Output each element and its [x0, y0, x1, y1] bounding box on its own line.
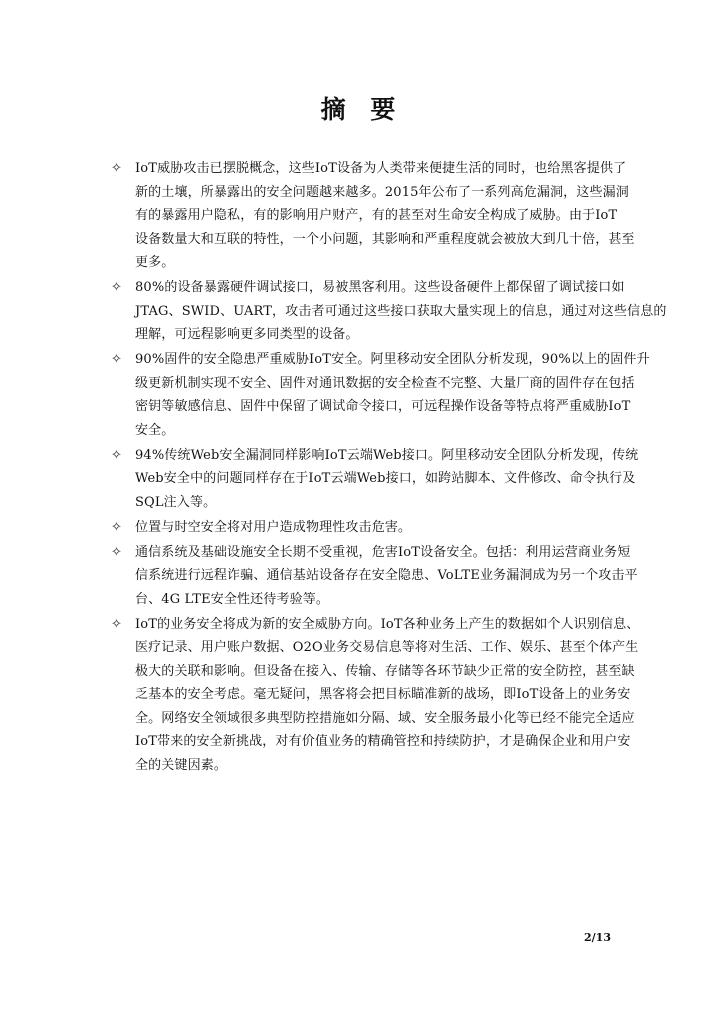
- bullet-text-line: 乏基本的安全考虑。毫无疑问，黑客将会把目标瞄准新的战场，即IoT设备上的业务安: [135, 687, 631, 702]
- bullet-item: [111, 541, 638, 612]
- diamond-bullet-icon: ✧: [111, 544, 122, 560]
- bullet-text-line: SQL注入等。: [135, 494, 217, 510]
- diamond-bullet-icon: ✧: [111, 447, 122, 463]
- bullet-text-line: 极大的关联和影响。但设备在接入、传输、存储等各环节缺少正常的安全防控，甚至缺: [135, 663, 635, 679]
- bullet-text-line: 位置与时空安全将对用户造成物理性攻击危害。: [135, 519, 412, 535]
- bullet-item: [111, 157, 635, 275]
- abstract-bullet-list: [111, 157, 667, 779]
- bullet-text-line: IoT带来的安全新挑战，对有价值业务的精确管控和持续防护，才是确保企业和用户安: [135, 734, 631, 749]
- bullet-text-line: 信系统进行远程诈骗、通信基站设备存在安全隐患、VoLTE业务漏洞成为另一个攻击平: [135, 568, 638, 583]
- bullet-text-line: Web安全中的问题同样存在于IoT云端Web接口，如跨站脚本、文件修改、命令执行及: [135, 471, 636, 486]
- bullet-text-line: 94%传统Web安全漏洞同样影响IoT云端Web接口。阿里移动安全团队分析发现，传统: [135, 447, 639, 463]
- diamond-bullet-icon: ✧: [111, 519, 122, 535]
- diamond-bullet-icon: ✧: [111, 616, 122, 632]
- bullet-item: [111, 444, 639, 515]
- bullet-text-line: 有的暴露用户隐私，有的影响用户财产，有的甚至对生命安全构成了威胁。由于IoT: [135, 208, 618, 223]
- bullet-text-line: 新的土壤，所暴露出的安全问题越来越多。2015年公布了一系列高危漏洞，这些漏洞: [135, 184, 629, 200]
- bullet-item: [111, 276, 667, 347]
- bullet-item: [111, 348, 650, 442]
- bullet-item: [111, 613, 640, 778]
- bullet-text-line: 全的关键因素。: [135, 757, 228, 773]
- bullet-text-line: 安全。: [135, 422, 175, 438]
- diamond-bullet-icon: ✧: [111, 161, 122, 176]
- bullet-text-line: 医疗记录、用户账户数据、O2O业务交易信息等将对生活、工作、娱乐、甚至个体产生: [135, 640, 639, 655]
- bullet-text-line: 更多。: [135, 255, 175, 270]
- bullet-text-line: IoT威胁攻击已摆脱概念，这些IoT设备为人类带来便捷生活的同时，也给黑客提供了: [135, 161, 627, 176]
- bullet-text-line: 级更新机制实现不安全、固件对通讯数据的安全检查不完整、大量厂商的固件存在包括: [135, 375, 635, 391]
- bullet-text-line: 80%的设备暴露硬件调试接口，易被黑客利用。这些设备硬件上都保留了调试接口如: [135, 280, 625, 295]
- bullet-text-line: 全。网络安全领域很多典型防控措施如分隔、域、安全服务最小化等已经不能完全适应: [135, 710, 635, 726]
- bullet-text-line: 通信系统及基础设施安全长期不受重视，危害IoT设备安全。包括：利用运营商业务短: [135, 544, 631, 560]
- bullet-text-line: IoT的业务安全将成为新的安全威胁方向。IoT各种业务上产生的数据如个人识别信息、: [135, 616, 640, 632]
- page-number: 2/13: [584, 931, 611, 944]
- bullet-text-line: 台、4G LTE安全性还待考验等。: [135, 591, 330, 607]
- bullet-text-line: JTAG、SWID、UART，攻击者可通过这些接口获取大量实现上的信息，通过对这些信息的: [135, 303, 667, 319]
- diamond-bullet-icon: ✧: [111, 352, 122, 367]
- page-title: 摘 要: [320, 95, 404, 124]
- bullet-item: [111, 516, 631, 540]
- bullet-text-line: 90%固件的安全隐患严重威胁IoT安全。阿里移动安全团队分析发现，90%以上的固件升: [135, 352, 650, 367]
- bullet-text-line: 理解，可远程影响更多同类型的设备。: [135, 327, 359, 342]
- bullet-text-line: 设备数量大和互联的特性，一个小问题，其影响和严重程度就会被放大到几十倍，甚至: [135, 231, 635, 247]
- diamond-bullet-icon: ✧: [111, 280, 122, 295]
- bullet-text-line: 密钥等敏感信息、固件中保留了调试命令接口，可远程操作设备等特点将严重威胁IoT: [135, 399, 631, 414]
